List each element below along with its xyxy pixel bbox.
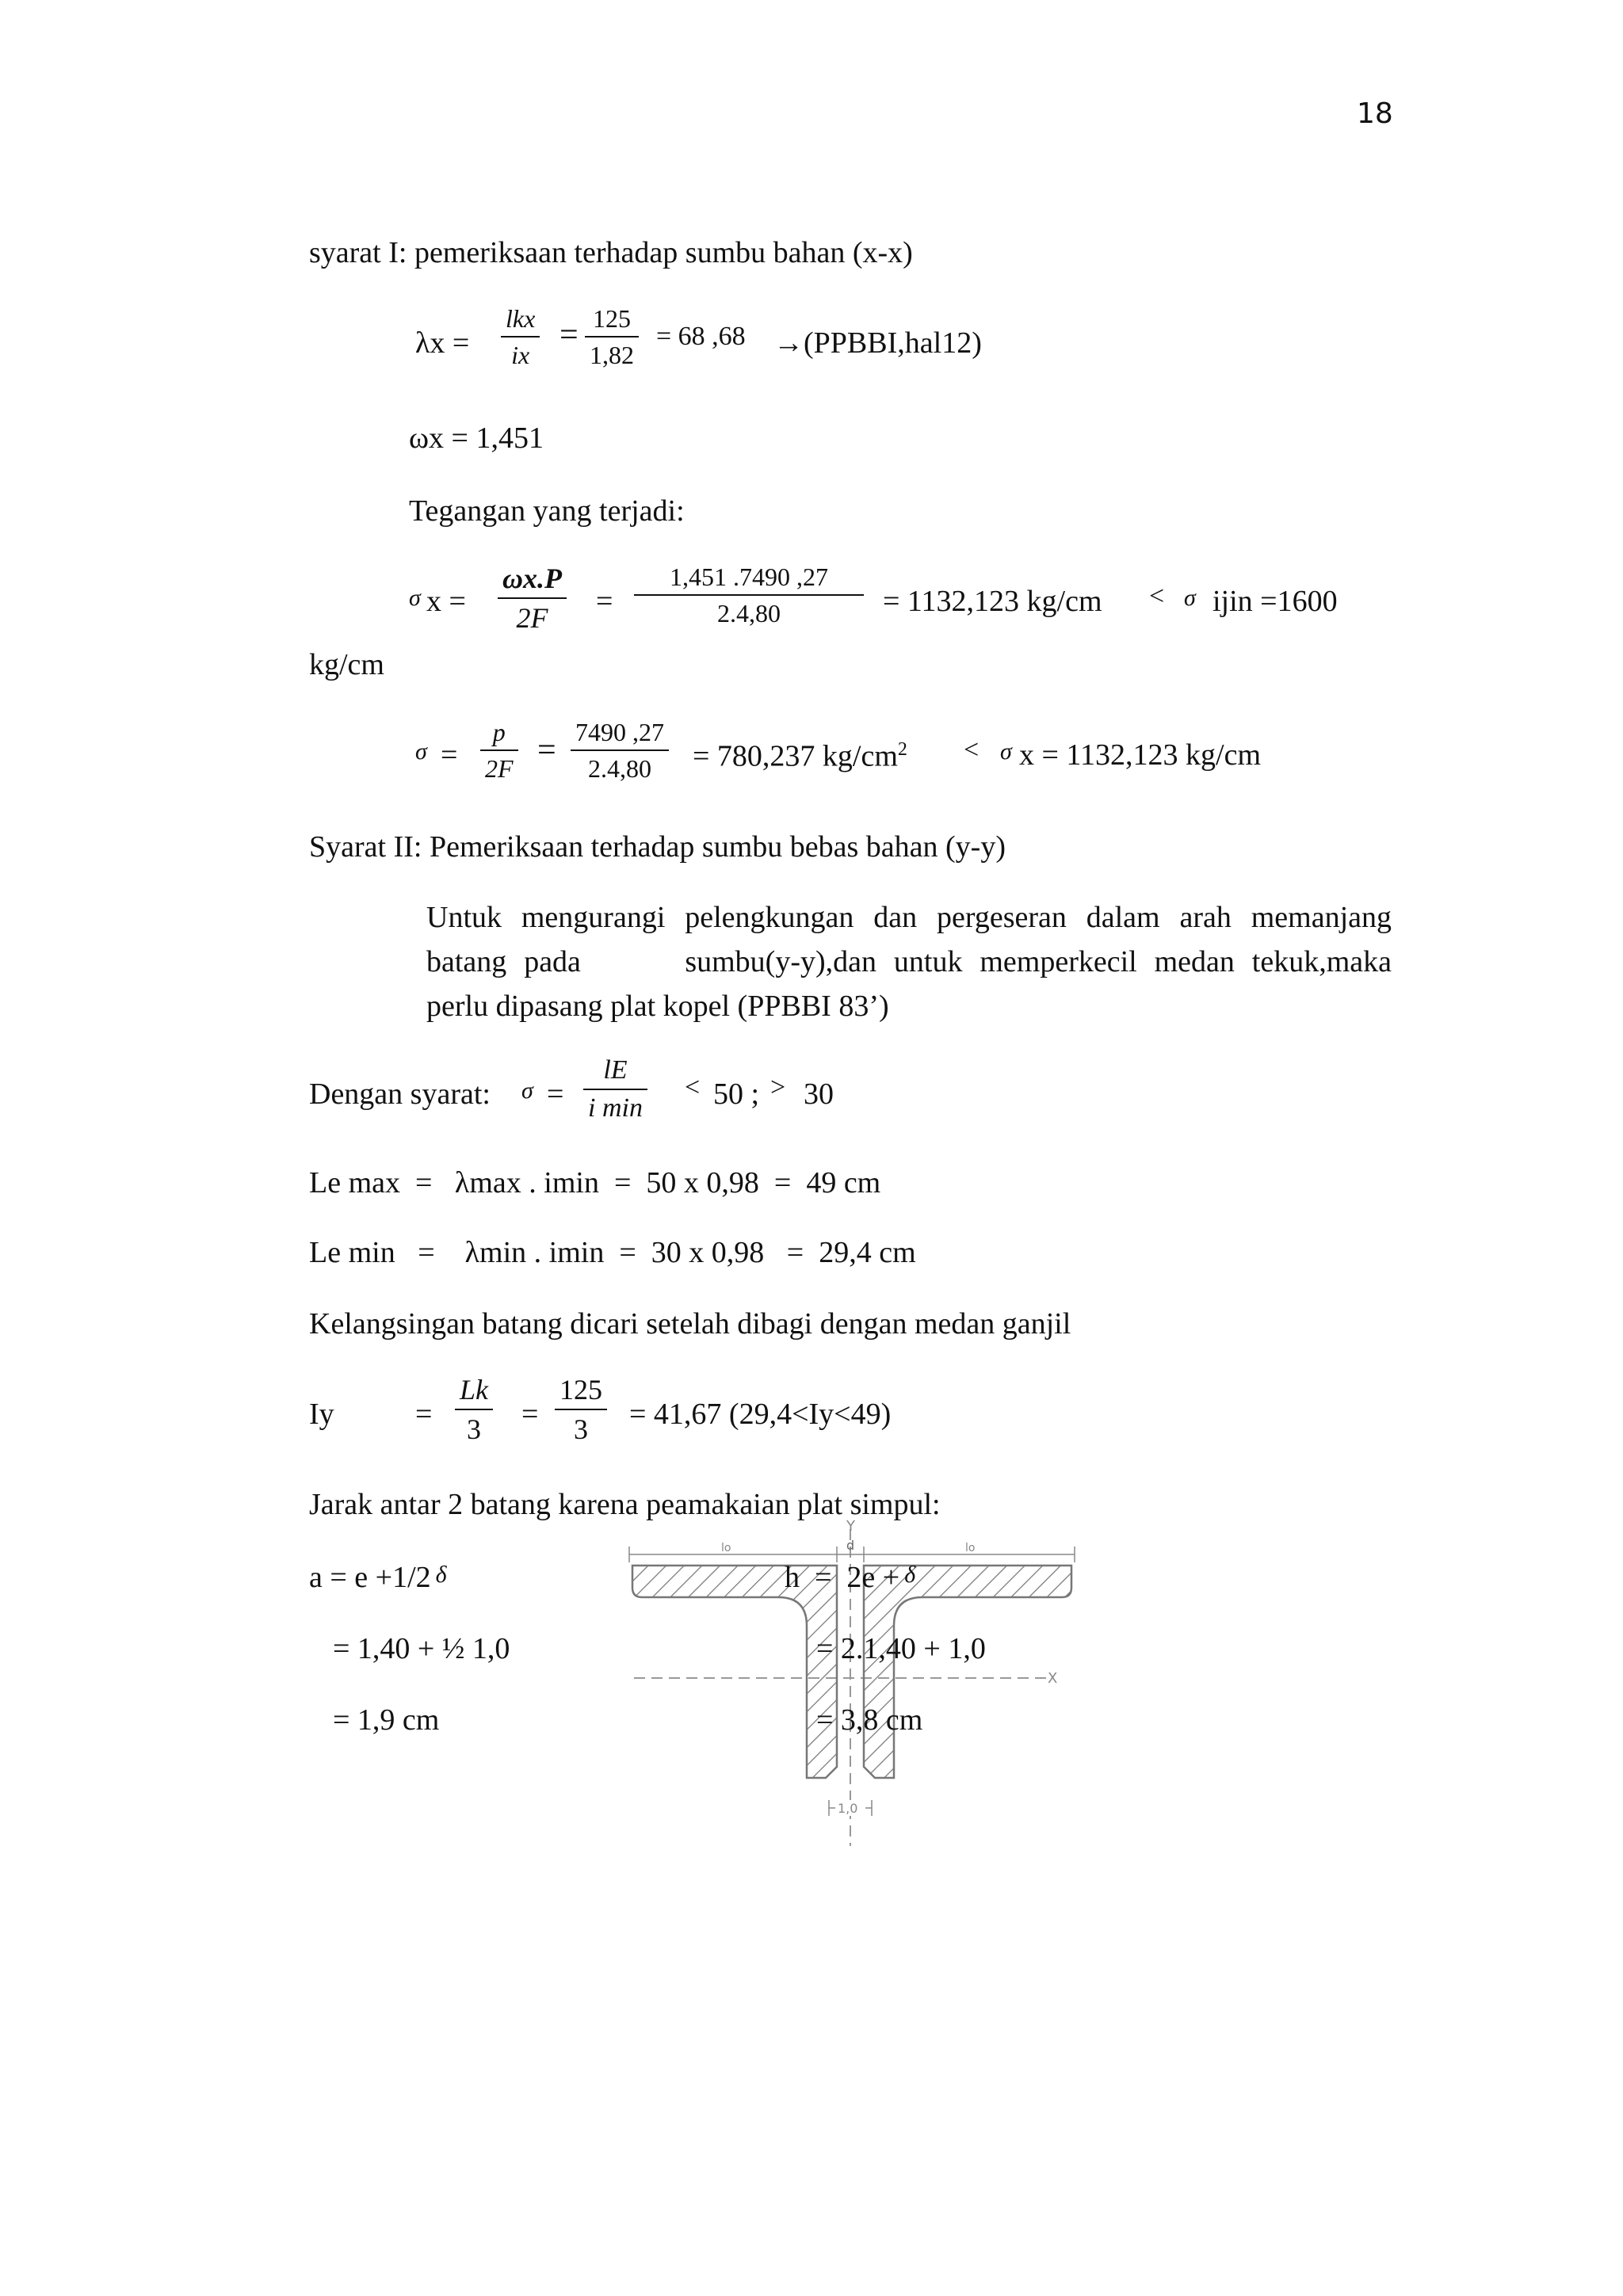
sigma-2-tail: x = 1132,123 kg/cm [1019, 738, 1262, 772]
sigma-x-result: = 1132,123 kg/cm [883, 585, 1102, 618]
iy-fraction-2-denominator: 3 [574, 1413, 588, 1445]
sigma-2-result [693, 740, 907, 772]
iy-fraction-1 [455, 1375, 493, 1444]
sigma-ijin-symbol: σ [1184, 585, 1196, 611]
less-than-sign: < [1149, 582, 1165, 611]
lambda-x-result: = 68 ,68 [656, 322, 746, 351]
jarak-heading: Jarak antar 2 batang karena peamakaian plat simpul: [309, 1488, 941, 1521]
kelangsingan-line: Kelangsingan batang dicari setelah dibagi dengan medan ganjil [309, 1307, 1071, 1341]
iy-fraction-2 [555, 1375, 607, 1444]
less-than-sign-2: < [964, 735, 980, 765]
syarat-1-title: syarat I: pemeriksaan terhadap sumbu bahan (x-x) [309, 236, 913, 269]
sigma-2-fraction-1 [480, 719, 518, 781]
lambda-x-value-numerator: 125 [585, 306, 639, 338]
sigma-2-result-superscript: 2 [897, 739, 907, 760]
y-axis-label: Y [846, 1518, 855, 1535]
sigma-x-fraction-1-denominator: 2F [516, 602, 548, 634]
lambda-x-value-fraction [585, 306, 639, 368]
sigma-x-fraction-1 [498, 564, 567, 632]
delta-symbol-a: δ [435, 1562, 447, 1588]
lambda-x-equals: = [559, 317, 579, 353]
sigma-2-fraction-2-numerator: 7490 ,27 [571, 719, 669, 751]
sigma-x-fraction-2 [634, 564, 864, 626]
sigma-x-label: x = [426, 585, 466, 618]
right-angle-profile [864, 1566, 1071, 1778]
d-label: d [846, 1538, 855, 1553]
sigma-x-fraction-2-numerator: 1,451 .7490 ,27 [634, 564, 864, 596]
iy-result: = 41,67 (29,4<Iy<49) [629, 1398, 892, 1431]
dengan-tail-1: 50 ; [713, 1077, 760, 1111]
omega-x: ωx = 1,451 [409, 421, 544, 455]
tegangan-heading: Tegangan yang terjadi: [409, 494, 685, 528]
kgcm-continuation: kg/cm [309, 648, 384, 681]
sigma-2-fraction-2-denominator: 2.4,80 [588, 754, 651, 783]
dengan-sigma-symbol: σ [521, 1077, 533, 1104]
dengan-tail-2: 30 [804, 1077, 834, 1111]
sigma-2-fraction-1-numerator: p [480, 719, 518, 751]
thickness-label: 1,0 [838, 1801, 858, 1816]
a-line-3: = 1,9 cm [333, 1703, 440, 1737]
iy-fraction-1-denominator: 3 [467, 1413, 481, 1445]
paragraph-line-3: perlu dipasang plat kopel (PPBBI 83’) [426, 990, 889, 1023]
h-line-3: = 3,8 cm [816, 1703, 923, 1737]
page-number: 18 [1357, 97, 1393, 130]
sigma-x-fraction-1-numerator: ωx.P [498, 564, 567, 599]
sigma-2-fraction-2 [571, 719, 669, 781]
dengan-fraction [583, 1057, 647, 1122]
le-max-line: Le max = λmax . imin = 50 x 0,98 = 49 cm [309, 1166, 881, 1199]
iy-equals: = [415, 1398, 433, 1431]
lo-right-label: lo [965, 1542, 976, 1554]
dengan-equals: = [547, 1077, 564, 1111]
x-axis-label: X [1048, 1670, 1058, 1687]
a-line-1 [309, 1562, 447, 1592]
sigma-x-fraction-2-denominator: 2.4,80 [717, 599, 781, 627]
sigma-ijin-value: ijin =1600 [1212, 585, 1338, 618]
sigma-x-equals: = [596, 585, 613, 618]
le-min-line: Le min = λmin . imin = 30 x 0,98 = 29,4 cm [309, 1236, 916, 1269]
paragraph-line-1: Untuk mengurangi pelengkungan dan pergeseran dalam arah memanjang [426, 901, 1392, 934]
lambda-x-numerator: lkx [501, 306, 540, 338]
lambda-x-reference: →(PPBBI,hal12) [773, 326, 982, 360]
lambda-x-denominator: ix [511, 341, 530, 369]
dengan-less-than: < [685, 1073, 701, 1102]
sigma-2-equals: = [441, 738, 458, 772]
h-line-1 [785, 1562, 915, 1592]
iy-fraction-1-numerator: Lk [455, 1375, 493, 1410]
lambda-x-fraction [501, 306, 540, 368]
h-line-2: = 2.1,40 + 1,0 [816, 1632, 986, 1665]
iy-fraction-2-numerator: 125 [555, 1375, 607, 1410]
lo-left-label: lo [721, 1542, 731, 1554]
delta-symbol-h: δ [904, 1562, 916, 1588]
sigma-x-symbol: σ [409, 585, 421, 611]
syarat-2-title: Syarat II: Pemeriksaan terhadap sumbu bebas bahan (y-y) [309, 830, 1006, 864]
dengan-greater-than: > [770, 1073, 786, 1102]
a-line-2: = 1,40 + ½ 1,0 [333, 1632, 510, 1665]
paragraph-line-2: batang pada sumbu(y-y),dan untuk memperkecil medan tekuk,maka [426, 945, 1392, 978]
h-line-1-text: h = 2e + [785, 1561, 900, 1594]
sigma-2-equals-2: = [537, 732, 556, 769]
plat-kopel-paragraph [426, 895, 1392, 1028]
dengan-denominator: i min [588, 1093, 643, 1123]
lambda-x-label: λx = [415, 326, 470, 360]
dengan-syarat-label: Dengan syarat: [309, 1077, 491, 1111]
sigma-symbol-2: σ [415, 738, 427, 765]
iy-equals-2: = [521, 1398, 539, 1431]
sigma-2-result-text: = 780,237 kg/cm [693, 739, 898, 773]
iy-label: Iy [309, 1398, 334, 1431]
a-line-1-text: a = e +1/2 [309, 1561, 431, 1594]
lambda-x-value-denominator: 1,82 [590, 341, 634, 369]
sigma-2-fraction-1-denominator: 2F [485, 754, 514, 783]
left-angle-profile [632, 1566, 837, 1778]
sigma-x-symbol-2: σ [1000, 738, 1012, 765]
dengan-numerator: lE [583, 1057, 647, 1090]
